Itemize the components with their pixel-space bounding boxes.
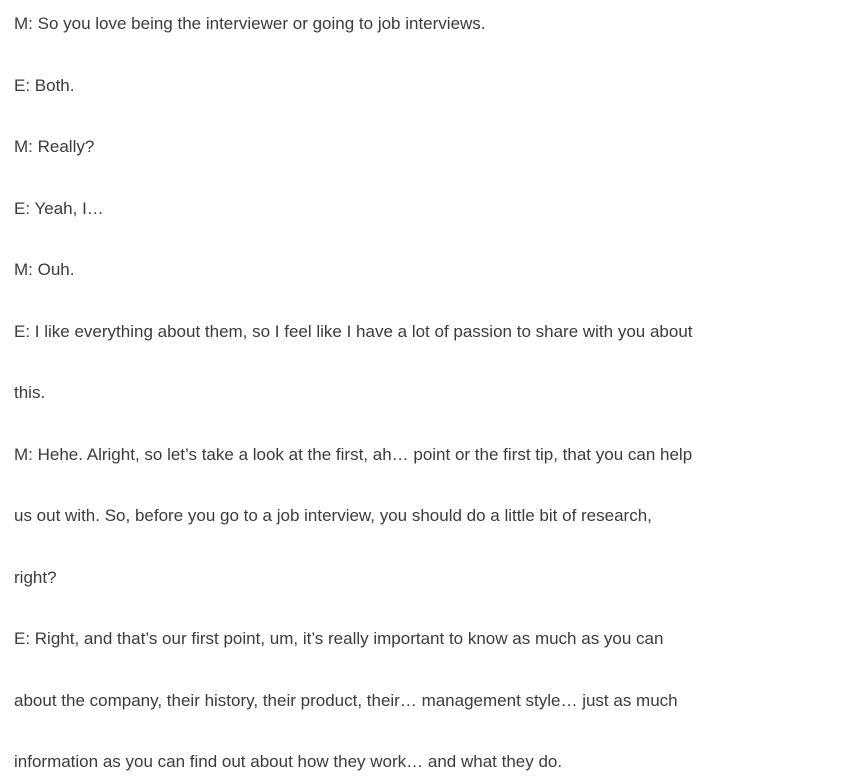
transcript-line: E: I like everything about them, so I feel like I have a lot of passion to share with you about	[14, 321, 693, 341]
transcript-line: E: Both.	[14, 75, 75, 95]
transcript-line: this.	[14, 383, 46, 402]
transcript-line: M: Hehe. Alright, so let’s take a look at the first, ah… point or the first tip, that you can help	[14, 444, 693, 464]
transcript-line: M: Ouh.	[14, 260, 75, 279]
transcript-line: M: Really?	[14, 137, 95, 156]
transcript-line: information as you can find out about how they work… and what they do.	[14, 752, 563, 771]
transcript-line: about the company, their history, their product, their… management style… just as much	[14, 690, 678, 710]
transcript-line: E: Right, and that’s our first point, um, it’s really important to know as much as you can	[14, 629, 664, 648]
transcript-line: M: So you love being the interviewer or going to job interviews.	[14, 14, 486, 33]
transcript-line: E: Yeah, I…	[14, 198, 104, 218]
transcript-line: right?	[14, 567, 57, 587]
transcript-line: us out with. So, before you go to a job interview, you should do a little bit of research,	[14, 506, 652, 525]
